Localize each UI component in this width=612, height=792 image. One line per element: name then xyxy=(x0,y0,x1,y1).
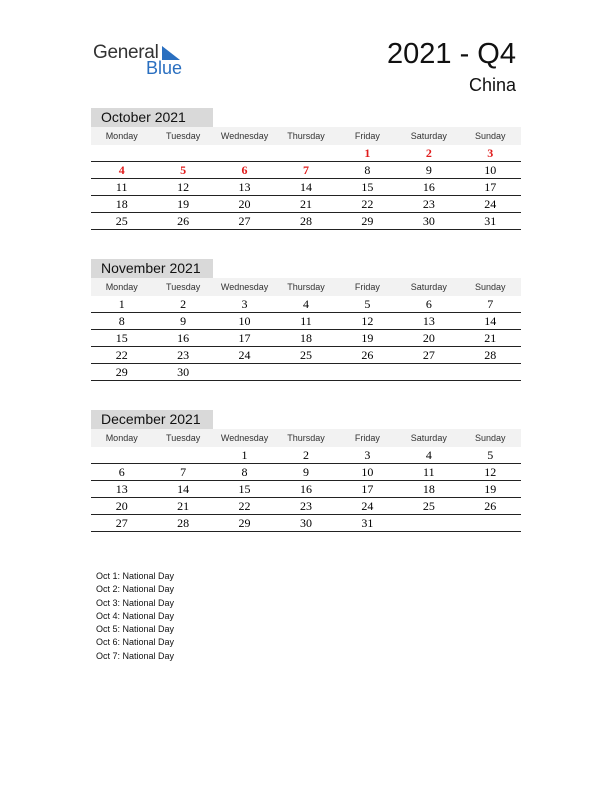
note-line: Oct 1: National Day xyxy=(96,571,175,581)
note-line: Oct 4: National Day xyxy=(96,610,175,621)
day-cell: 31 xyxy=(460,213,521,230)
day-cell: 24 xyxy=(460,196,521,213)
day-cell: 25 xyxy=(398,498,459,515)
week-row xyxy=(91,296,521,313)
day-cell: 19 xyxy=(152,196,213,213)
day-cell: 5 xyxy=(460,447,521,464)
week-row xyxy=(91,347,521,364)
day-cell: 3 xyxy=(460,145,521,162)
day-cell: 8 xyxy=(91,313,152,330)
week-row xyxy=(91,498,521,515)
day-cell: 14 xyxy=(275,179,336,196)
day-cell: 28 xyxy=(275,213,336,230)
week-row xyxy=(91,481,521,498)
weekday-header: Wednesday xyxy=(214,278,275,296)
day-cell: 30 xyxy=(398,213,459,230)
month-title: December 2021 xyxy=(91,410,213,429)
day-cell: 10 xyxy=(337,464,398,481)
day-cell: 14 xyxy=(152,481,213,498)
day-cell: 19 xyxy=(337,330,398,347)
calendar-grid xyxy=(91,429,521,532)
week-row xyxy=(91,330,521,347)
day-cell: 15 xyxy=(214,481,275,498)
day-cell: 23 xyxy=(152,347,213,364)
day-cell: 26 xyxy=(152,213,213,230)
day-cell: 20 xyxy=(398,330,459,347)
day-cell: 7 xyxy=(460,296,521,313)
day-cell: 25 xyxy=(91,213,152,230)
day-cell: 15 xyxy=(91,330,152,347)
day-cell: 2 xyxy=(398,145,459,162)
weekday-header: Sunday xyxy=(460,127,521,145)
week-row xyxy=(91,515,521,532)
day-cell: 7 xyxy=(275,162,336,179)
day-cell: 2 xyxy=(152,296,213,313)
weekday-header: Tuesday xyxy=(152,429,213,447)
day-cell: 17 xyxy=(214,330,275,347)
day-cell: 13 xyxy=(214,179,275,196)
month-december xyxy=(91,410,521,532)
day-cell xyxy=(460,515,521,532)
day-cell: 10 xyxy=(214,313,275,330)
day-cell: 13 xyxy=(398,313,459,330)
day-cell: 6 xyxy=(91,464,152,481)
day-cell: 4 xyxy=(91,162,152,179)
day-cell xyxy=(152,447,213,464)
weekday-header: Saturday xyxy=(398,429,459,447)
day-cell: 26 xyxy=(337,347,398,364)
day-cell: 1 xyxy=(91,296,152,313)
day-cell: 20 xyxy=(91,498,152,515)
day-cell: 11 xyxy=(91,179,152,196)
day-cell: 22 xyxy=(337,196,398,213)
day-cell: 9 xyxy=(152,313,213,330)
day-cell: 30 xyxy=(275,515,336,532)
weekday-header: Monday xyxy=(91,278,152,296)
weekday-header: Friday xyxy=(337,429,398,447)
day-cell: 6 xyxy=(214,162,275,179)
day-cell xyxy=(214,145,275,162)
day-cell: 27 xyxy=(214,213,275,230)
day-cell: 11 xyxy=(275,313,336,330)
weekday-header: Saturday xyxy=(398,127,459,145)
day-cell: 3 xyxy=(337,447,398,464)
day-cell: 18 xyxy=(275,330,336,347)
calendar-grid xyxy=(91,278,521,381)
weekday-header: Tuesday xyxy=(152,127,213,145)
day-cell: 3 xyxy=(214,296,275,313)
day-cell: 28 xyxy=(460,347,521,364)
week-row xyxy=(91,179,521,196)
weekday-header: Tuesday xyxy=(152,278,213,296)
day-cell: 26 xyxy=(460,498,521,515)
day-cell: 15 xyxy=(337,179,398,196)
day-cell xyxy=(152,145,213,162)
week-row xyxy=(91,464,521,481)
week-row xyxy=(91,213,521,230)
day-cell: 18 xyxy=(91,196,152,213)
day-cell: 25 xyxy=(275,347,336,364)
day-cell: 30 xyxy=(152,364,213,381)
weekday-header: Thursday xyxy=(275,429,336,447)
note-line: Oct 2: National Day xyxy=(96,584,175,595)
day-cell: 21 xyxy=(460,330,521,347)
day-cell: 16 xyxy=(152,330,213,347)
day-cell: 18 xyxy=(398,481,459,498)
note-line: Oct 7: National Day xyxy=(96,650,175,661)
week-row xyxy=(91,313,521,330)
day-cell xyxy=(337,364,398,381)
day-cell: 17 xyxy=(337,481,398,498)
weekday-header: Sunday xyxy=(460,278,521,296)
week-row xyxy=(91,447,521,464)
day-cell: 17 xyxy=(460,179,521,196)
day-cell: 1 xyxy=(337,145,398,162)
day-cell: 13 xyxy=(91,481,152,498)
logo-word-blue: Blue xyxy=(146,58,183,78)
logo-word-general: General xyxy=(93,42,159,63)
week-row xyxy=(91,196,521,213)
weekday-header: Thursday xyxy=(275,278,336,296)
day-cell: 29 xyxy=(214,515,275,532)
day-cell: 29 xyxy=(91,364,152,381)
day-cell: 20 xyxy=(214,196,275,213)
page-title: 2021 - Q4 xyxy=(387,38,516,70)
weekday-header: Friday xyxy=(337,278,398,296)
day-cell xyxy=(460,364,521,381)
day-cell: 6 xyxy=(398,296,459,313)
holiday-notes xyxy=(96,570,174,663)
day-cell: 12 xyxy=(337,313,398,330)
weekday-header: Thursday xyxy=(275,127,336,145)
day-cell: 11 xyxy=(398,464,459,481)
day-cell: 9 xyxy=(275,464,336,481)
day-cell: 1 xyxy=(214,447,275,464)
day-cell: 19 xyxy=(460,481,521,498)
weekday-header: Saturday xyxy=(398,278,459,296)
day-cell: 24 xyxy=(337,498,398,515)
brand-logo xyxy=(93,40,193,80)
day-cell xyxy=(275,364,336,381)
week-row xyxy=(91,162,521,179)
day-cell: 4 xyxy=(398,447,459,464)
note-line: Oct 3: National Day xyxy=(96,597,175,608)
day-cell: 2 xyxy=(275,447,336,464)
day-cell: 21 xyxy=(152,498,213,515)
day-cell: 27 xyxy=(91,515,152,532)
month-title: November 2021 xyxy=(91,259,213,278)
day-cell: 5 xyxy=(337,296,398,313)
note-line: Oct 5: National Day xyxy=(96,624,175,635)
weekday-header: Wednesday xyxy=(214,127,275,145)
day-cell xyxy=(214,364,275,381)
day-cell: 14 xyxy=(460,313,521,330)
day-cell: 29 xyxy=(337,213,398,230)
day-cell: 12 xyxy=(460,464,521,481)
day-cell xyxy=(91,447,152,464)
day-cell: 24 xyxy=(214,347,275,364)
note-line: Oct 6: National Day xyxy=(96,637,175,648)
country-label: China xyxy=(468,75,516,95)
day-cell: 23 xyxy=(275,498,336,515)
month-title: October 2021 xyxy=(91,108,213,127)
day-cell: 16 xyxy=(275,481,336,498)
weekday-header: Monday xyxy=(91,429,152,447)
calendar-grid xyxy=(91,127,521,230)
day-cell: 22 xyxy=(214,498,275,515)
week-row xyxy=(91,364,521,381)
day-cell: 10 xyxy=(460,162,521,179)
weekday-header: Wednesday xyxy=(214,429,275,447)
weekday-header: Friday xyxy=(337,127,398,145)
day-cell xyxy=(275,145,336,162)
day-cell xyxy=(398,364,459,381)
weekday-header: Sunday xyxy=(460,429,521,447)
day-cell: 9 xyxy=(398,162,459,179)
day-cell: 16 xyxy=(398,179,459,196)
day-cell: 28 xyxy=(152,515,213,532)
day-cell xyxy=(91,145,152,162)
weekday-header: Monday xyxy=(91,127,152,145)
day-cell: 31 xyxy=(337,515,398,532)
day-cell: 23 xyxy=(398,196,459,213)
day-cell: 5 xyxy=(152,162,213,179)
week-row xyxy=(91,145,521,162)
day-cell: 4 xyxy=(275,296,336,313)
day-cell: 27 xyxy=(398,347,459,364)
month-october xyxy=(91,108,521,230)
day-cell: 8 xyxy=(214,464,275,481)
day-cell: 8 xyxy=(337,162,398,179)
day-cell: 7 xyxy=(152,464,213,481)
day-cell: 21 xyxy=(275,196,336,213)
day-cell xyxy=(398,515,459,532)
month-november xyxy=(91,259,521,381)
day-cell: 12 xyxy=(152,179,213,196)
day-cell: 22 xyxy=(91,347,152,364)
